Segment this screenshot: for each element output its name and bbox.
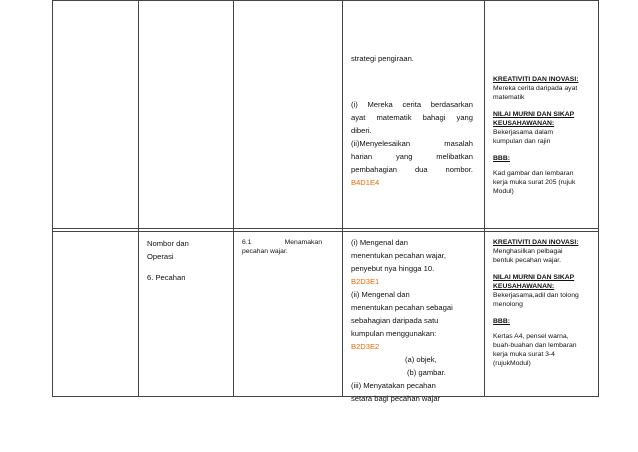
row2-content-line: (a) objek, [405,355,437,364]
row1-values-heading-2: KEUSAHAWANAN: [493,120,555,127]
row2-content-line: (b) gambar. [407,368,446,377]
row2-content-code: B2D3E2 [351,342,380,351]
row1-content-top: strategi pengiraan. [351,54,414,63]
table-row-divider [52,228,599,229]
row2-bbb-text: buah-buahan dan lembaran [493,342,577,349]
row1-content-line: harian yang melibatkan [351,152,473,161]
row1-values-text: Bekerjasama dalam [493,129,554,136]
row2-content-line: (ii) Mengenal dan [351,290,410,299]
row1-notes-cell [493,75,593,196]
row2-content-line: (i) Mengenal dan [351,238,408,247]
row2-content-code: B2D3E1 [351,277,380,286]
row2-content-line: menentukan pecahan wajar, [351,251,446,260]
row1-content-line: diberi. [351,126,372,135]
column-divider-1 [138,0,139,397]
row2-creativity-text: Menghasilkan pelbagai [493,248,563,255]
row2-values-text: menolong [493,301,523,308]
row1-content-line: (i) Mereka cerita berdasarkan [351,100,473,109]
row2-content-line: sebahagian daripada satu [351,316,439,325]
row2-creativity-text: bentuk pecahan wajar. [493,257,562,264]
table-border-left [52,0,53,397]
row1-content-line: ayat matematik bahagi yang [351,113,473,122]
row2-standard-line: pecahan wajar. [242,248,288,255]
row2-content-line: (iii) Menyatakan pecahan [351,381,436,390]
row2-bbb-text: (rujukModul) [493,360,531,367]
row1-content-list [351,98,473,189]
row2-bbb-text: Kertas A4, pensel warna, [493,333,569,340]
row2-values-heading: NILAI MURNI DAN SIKAP [493,274,575,281]
table-border-bottom [52,396,599,397]
row2-content-cell [351,236,473,405]
row2-topic-cell [147,237,233,284]
row2-topic-line: Nombor dan [147,239,189,248]
row2-notes-cell [493,238,593,368]
row2-standard-cell [242,238,322,256]
column-divider-2 [233,0,234,397]
row2-bbb-text: kerja muka surat 3-4 [493,351,555,358]
row2-content-line: setara bagi pecahan wajar [351,394,441,403]
table-border-top [52,0,599,1]
row1-bbb-heading: BBB: [493,155,510,162]
column-divider-3 [342,0,343,397]
row1-content-line: (ii)Menyelesaikan masalah [351,139,473,148]
row2-creativity-heading: KREATIVITI DAN INOVASI: [493,239,579,246]
table-border-right [598,0,599,397]
row2-standard-word: Menamakan [284,239,322,246]
row1-creativity-text: Mereka cerita daripada ayat [493,85,578,92]
column-divider-4 [484,0,485,397]
table-row-divider-inner [52,231,599,232]
row1-content-code: B4D1E4 [351,178,380,187]
row1-bbb-text: Modul) [493,188,514,195]
row1-content-line: pembahagian dua nombor. [351,165,473,174]
row1-creativity-text: matematik [493,94,525,101]
row1-bbb-text: kerja muka surat 205 (rujuk [493,179,576,186]
row1-values-heading: NILAI MURNI DAN SIKAP [493,111,575,118]
row1-bbb-text: Kad gambar dan lembaran [493,170,574,177]
row2-content-line: penyebut nya hingga 10. [351,264,435,273]
row2-values-heading-2: KEUSAHAWANAN: [493,283,555,290]
row2-bbb-heading: BBB: [493,318,510,325]
row1-content-cell [351,52,473,65]
row2-values-text: Bekerjasama,adil dan tolong [493,292,579,299]
row2-topic-line: Operasi [147,252,174,261]
row2-standard-number: 6.1 [242,239,252,246]
row1-values-text: kumpulan dan rajin [493,138,551,145]
row1-creativity-heading: KREATIVITI DAN INOVASI: [493,76,579,83]
row2-topic-line: 6. Pecahan [147,273,186,282]
row2-content-line: kumpulan menggunakan: [351,329,437,338]
row2-content-line: menentukan pecahan sebagai [351,303,453,312]
